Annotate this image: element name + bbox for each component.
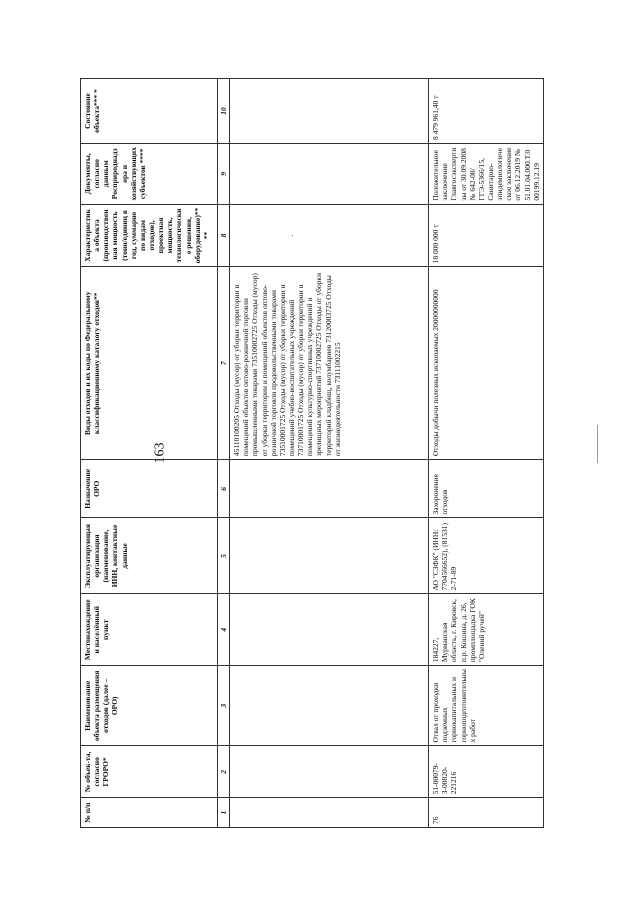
table-cell bbox=[230, 746, 429, 798]
column-number: 8 bbox=[218, 204, 230, 267]
object-state: 8 479 961,40 т bbox=[429, 79, 544, 144]
column-number: 10 bbox=[218, 79, 230, 144]
capacity: 18 000 000 т bbox=[429, 204, 544, 267]
characteristics-cell: . bbox=[230, 204, 429, 267]
column-number: 4 bbox=[218, 594, 230, 666]
header-operator: Эксплуатирующая организация (наименование, ИНН, контактные данные bbox=[81, 518, 218, 594]
column-number-row bbox=[218, 79, 230, 828]
rotated-table-wrapper bbox=[80, 78, 541, 828]
column-number: 9 bbox=[218, 144, 230, 205]
table-cell bbox=[230, 144, 429, 205]
column-number: 7 bbox=[218, 267, 230, 460]
header-documents: Документы, согласно данным Росприроднадзора и хозяйствующих субъектов **** bbox=[81, 144, 218, 205]
table-row bbox=[230, 79, 429, 828]
table-row bbox=[429, 79, 544, 828]
waste-codes-cell: 45110100205 Отходы (мусор) от уборки территории и помещений объектов оптово-розничной торговли промышленными товарами 73510002725 Отходы (мусор) от уборки территории и помещений объектов оптово-розничной торговли продовольственными товарами 73510001725 Отходы (мусор) от уборки территории и помещений учебно-воспитательных учреждений 73710001725 Отходы (мусор) от уборки территории и помещений культурно-спортивных учреждений и зрелищных мероприятий 73710002725 Отходы от уборки территорий кладбищ, колумбариев 73120003725 Отходы от жизнедеятельности 73111002215 bbox=[230, 267, 429, 460]
location: 184227, Мурманская область, г. Кировск, п.р. Кошина, д. 26, промплощадка ГОК "Олений ручей" bbox=[429, 594, 544, 666]
operator: АО "СЗФК" (ИНН: 7704566652), (81531) 2-71-89 bbox=[429, 518, 544, 594]
table-cell bbox=[230, 460, 429, 518]
column-number: 2 bbox=[218, 746, 230, 798]
header-waste-codes: Виды отходов и их коды по Федеральному классификационному каталогу отходов** bbox=[81, 267, 218, 460]
margin-rule bbox=[597, 425, 598, 463]
groro-number: 51-00079-З-00820-221216 bbox=[429, 746, 544, 798]
header-groro: № объек-та, согласно ГРОРО* bbox=[81, 746, 218, 798]
header-object-name: Наименование объекта размещения отходов (далее – ОРО) bbox=[81, 666, 218, 746]
column-number: 3 bbox=[218, 666, 230, 746]
waste-codes-cell: Отходы добычи полезных ископаемых 20000000000 bbox=[429, 267, 544, 460]
documents: Положительное заключение Главгосэкспертизы от 30.09.2008 № 642-08/ГГЭ-5366/15, Санитарно-эпидемиологическое заключение от 06.12.2019 № 51.01.04.000.Т.000199.12.19 bbox=[429, 144, 544, 205]
header-characteristics: Характеристика объекта (производственная мощность (тонн/единиц в год, суммарно по видам отходов), проектная мощность, технологические решения, оборудование)**** bbox=[81, 204, 218, 267]
object-name: Отвал от проходки подземных горнокапитальных и горноподготовительных работ bbox=[429, 666, 544, 746]
header-num: № п/п bbox=[81, 798, 218, 828]
waste-objects-table bbox=[80, 78, 544, 828]
row-number: 76 bbox=[429, 798, 544, 828]
column-number: 6 bbox=[218, 460, 230, 518]
table-cell bbox=[230, 518, 429, 594]
table-cell bbox=[230, 666, 429, 746]
header-state: Состояние объекта*** * bbox=[81, 79, 218, 144]
header-row bbox=[81, 79, 218, 828]
column-number: 5 bbox=[218, 518, 230, 594]
page-number: 163 bbox=[152, 442, 168, 464]
header-location: Местонахождение и населённый пункт bbox=[81, 594, 218, 666]
header-purpose: Назначение ОРО bbox=[81, 460, 218, 518]
table-cell bbox=[230, 798, 429, 828]
table-cell bbox=[230, 594, 429, 666]
column-number: 1 bbox=[218, 798, 230, 828]
purpose: Захоронение отходов bbox=[429, 460, 544, 518]
table-cell bbox=[230, 79, 429, 144]
